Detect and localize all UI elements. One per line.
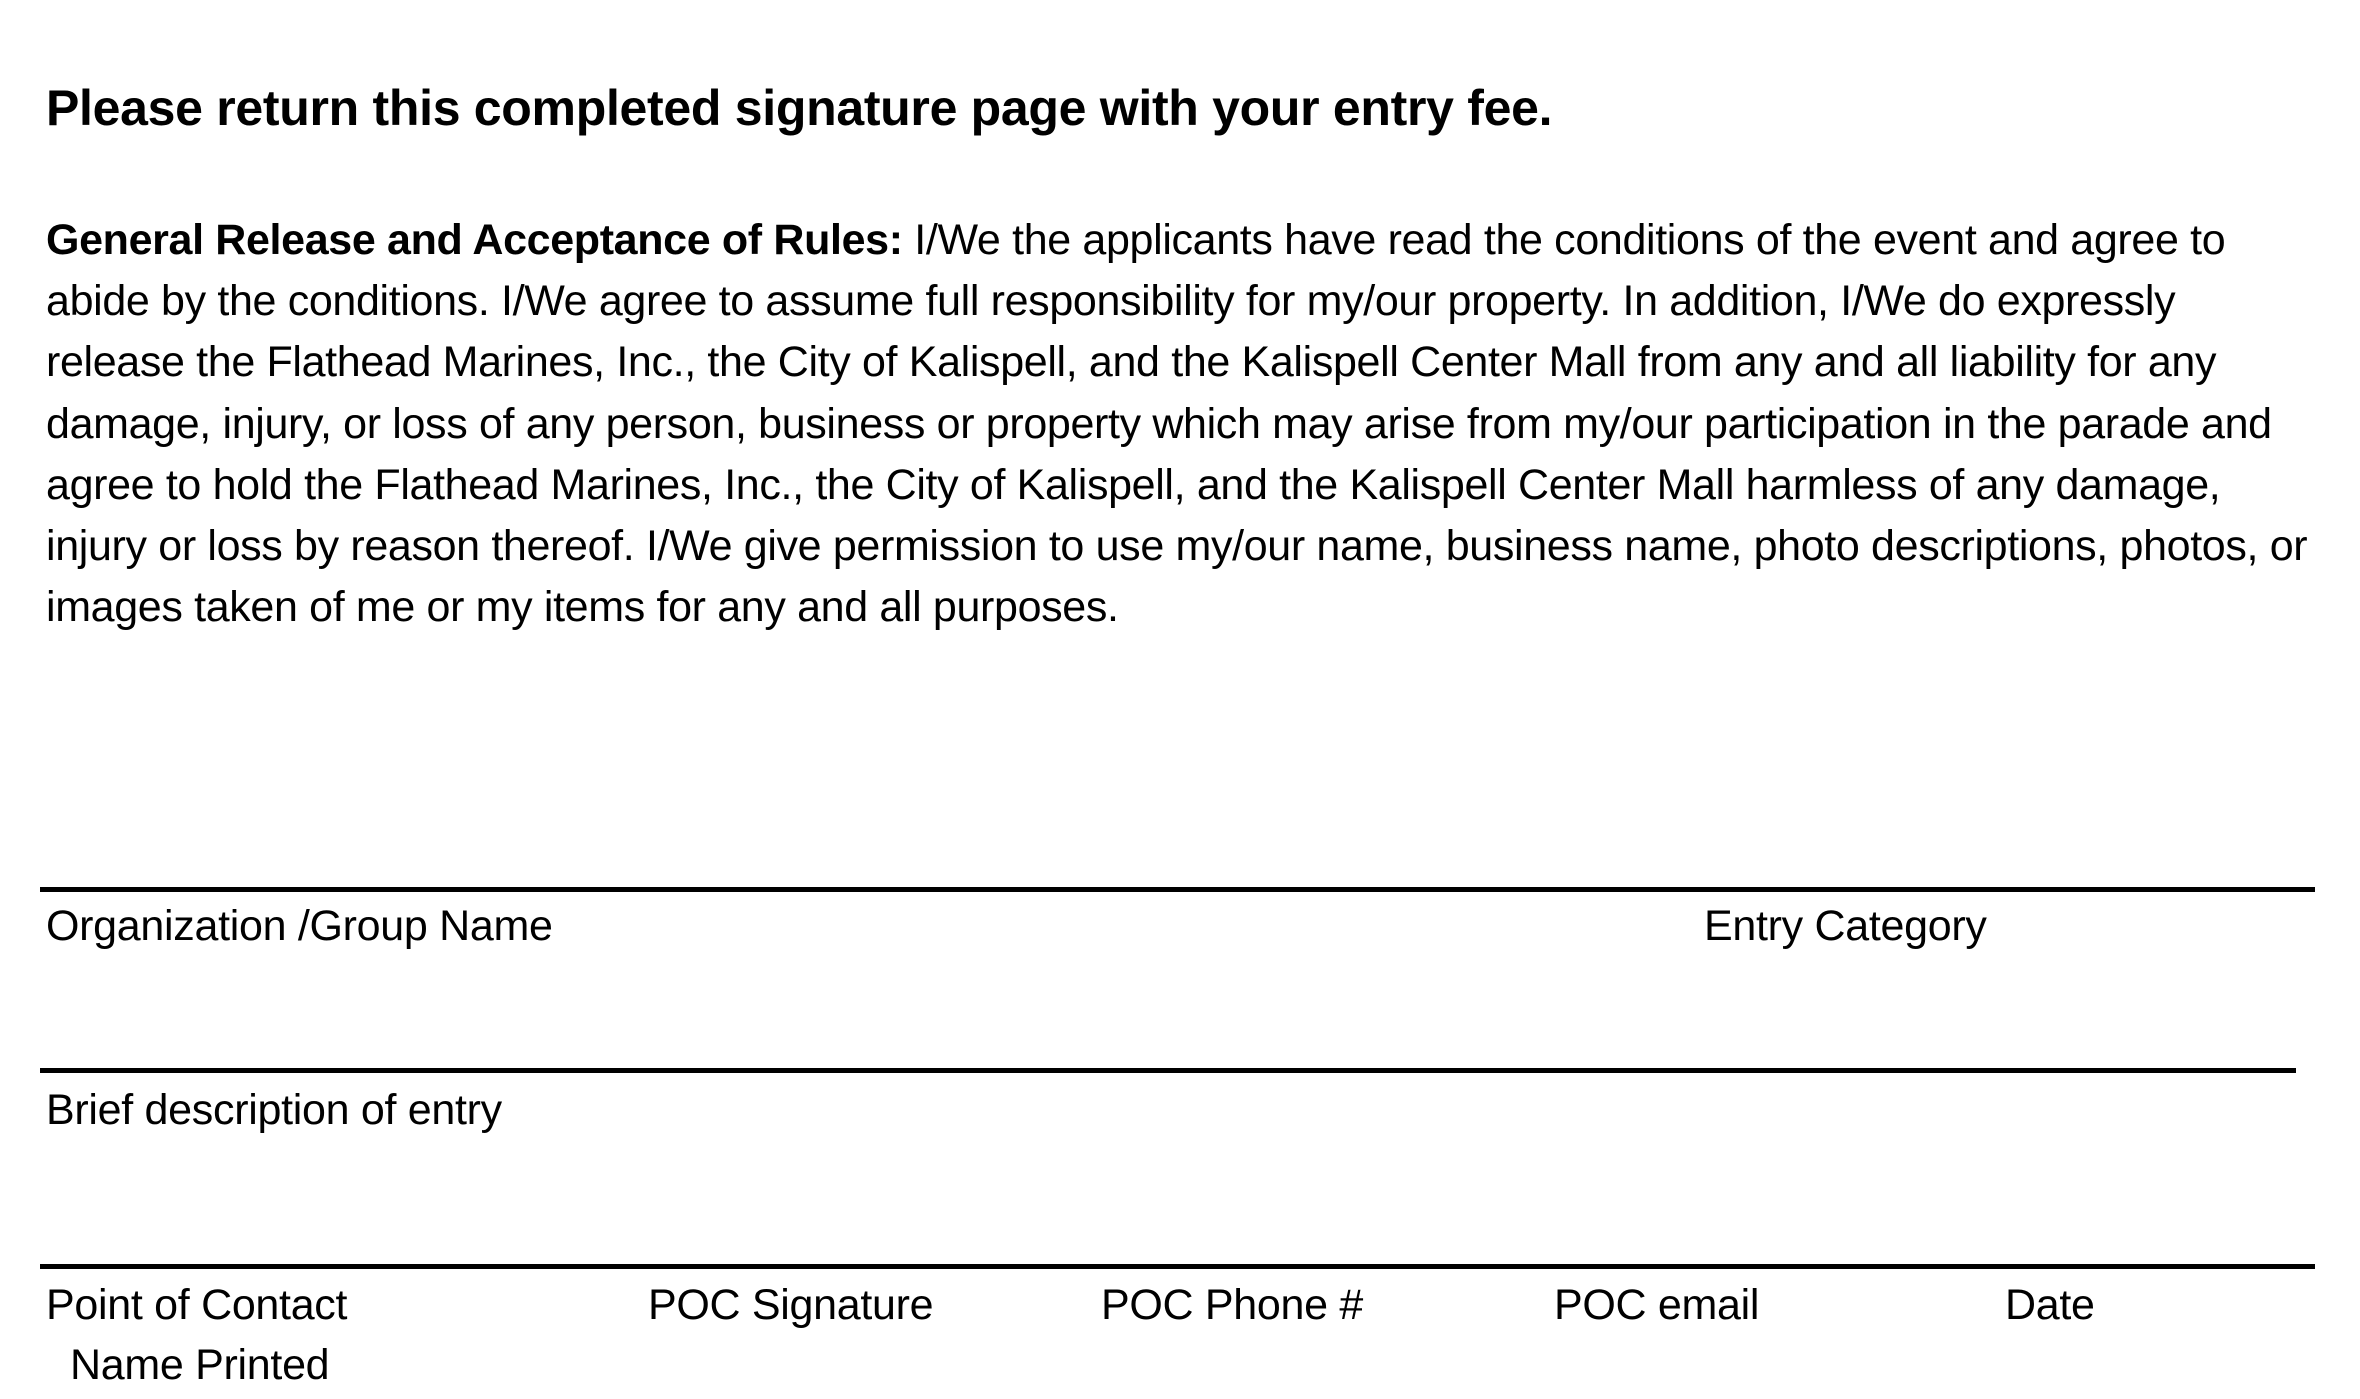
- release-lead: General Release and Acceptance of Rules:: [46, 216, 903, 264]
- general-release-paragraph: [46, 210, 2316, 638]
- entry-category-label: Entry Category: [1704, 902, 1987, 950]
- description-label: Brief description of entry: [46, 1086, 502, 1134]
- date-label: Date: [2005, 1281, 2095, 1329]
- organization-signature-line[interactable]: [40, 887, 2315, 892]
- poc-name-label: Point of Contact: [46, 1281, 348, 1329]
- poc-signature-label: POC Signature: [648, 1281, 934, 1329]
- poc-name-label-line2: Name Printed: [70, 1341, 330, 1389]
- organization-label: Organization /Group Name: [46, 902, 553, 950]
- poc-email-label: POC email: [1554, 1281, 1760, 1329]
- description-signature-line[interactable]: [40, 1068, 2296, 1073]
- release-body: I/We the applicants have read the conditions of the event and agree to abide by the conditions. I/We agree to assume full responsibility for my/our property. In addition, I/We do expressly release the Flathead Marines, Inc., the City of Kalispell, and the Kalispell Center Mall from any and all liability for any damage, injury, or loss of any person, business or property which may arise from my/our participation in the parade and agree to hold the Flathead Marines, Inc., the City of Kalispell, and the Kalispell Center Mall harmless of any damage, injury or loss by reason thereof. I/We give permission to use my/our name, business name, photo descriptions, photos, or images taken of me or my items for any and all purposes.: [46, 216, 2308, 632]
- page-title: Please return this completed signature page with your entry fee.: [46, 80, 1553, 136]
- contact-signature-line[interactable]: [40, 1264, 2315, 1269]
- poc-phone-label: POC Phone #: [1101, 1281, 1364, 1329]
